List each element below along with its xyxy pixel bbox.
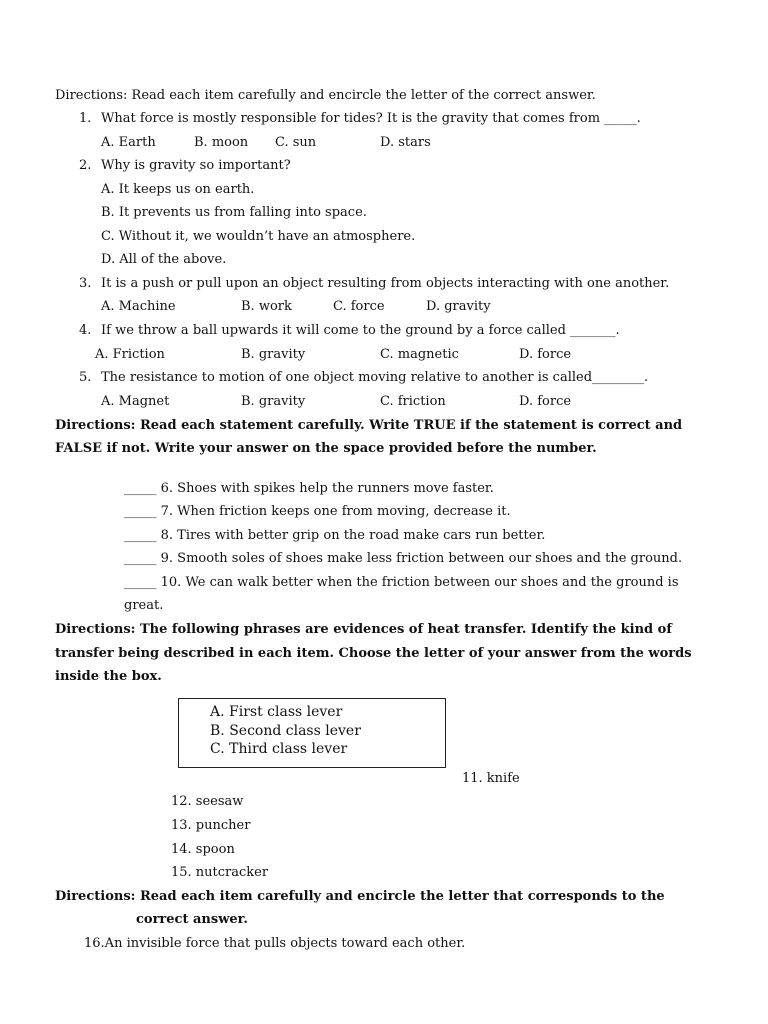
lever-item-12: 12. seesaw bbox=[171, 794, 244, 809]
question-5 bbox=[79, 370, 648, 386]
lever-item-15: 15. nutcracker bbox=[171, 865, 269, 880]
q4-option-d: D. force bbox=[519, 347, 572, 362]
q3-option-c: C. force bbox=[333, 299, 385, 314]
question-number: 3. bbox=[79, 276, 92, 291]
lever-item-13: 13. puncher bbox=[171, 818, 251, 833]
section3-directions-line3: inside the box. bbox=[55, 669, 162, 684]
q1-option-b: B. moon bbox=[194, 135, 249, 150]
section3-directions-line1: Directions: The following phrases are evidences of heat transfer. Identify the kind of bbox=[55, 622, 672, 637]
q5-option-b: B. gravity bbox=[241, 394, 306, 409]
tf-item-8: _____ 8. Tires with better grip on the road make cars run better. bbox=[124, 528, 546, 543]
q2-option-a: A. It keeps us on earth. bbox=[101, 182, 255, 197]
q1-option-a: A. Earth bbox=[101, 135, 156, 150]
q3-option-a: A. Machine bbox=[101, 299, 176, 314]
question-number: 5. bbox=[79, 370, 92, 385]
tf-item-9: _____ 9. Smooth soles of shoes make less friction between our shoes and the ground. bbox=[124, 551, 683, 566]
question-text: Why is gravity so important? bbox=[101, 158, 291, 173]
question-1 bbox=[79, 111, 641, 127]
q1-option-d: D. stars bbox=[380, 135, 431, 150]
question-text: It is a push or pull upon an object resulting from objects interacting with one another. bbox=[101, 276, 670, 291]
lever-item-14: 14. spoon bbox=[171, 842, 235, 857]
choices-box bbox=[178, 698, 446, 768]
q1-option-c: C. sun bbox=[275, 135, 317, 150]
question-number: 4. bbox=[79, 323, 92, 338]
section2-directions-line1: Directions: Read each statement carefully. Write TRUE if the statement is correct and bbox=[55, 418, 683, 433]
q5-option-d: D. force bbox=[519, 394, 572, 409]
section2-directions-line2: FALSE if not. Write your answer on the space provided before the number. bbox=[55, 441, 597, 456]
question-text: The resistance to motion of one object moving relative to another is called________. bbox=[101, 370, 649, 385]
question-16: 16.An invisible force that pulls objects toward each other. bbox=[84, 936, 466, 951]
question-number: 2. bbox=[79, 158, 92, 173]
q3-option-b: B. work bbox=[241, 299, 292, 314]
choice-a: A. First class lever bbox=[210, 704, 343, 720]
q2-option-d: D. All of the above. bbox=[101, 252, 227, 267]
lever-item-11: 11. knife bbox=[462, 771, 520, 786]
q2-option-c: C. Without it, we wouldn’t have an atmosphere. bbox=[101, 229, 416, 244]
tf-item-10-continuation: great. bbox=[124, 598, 164, 613]
section1-directions: Directions: Read each item carefully and encircle the letter of the correct answer. bbox=[55, 88, 596, 103]
q4-option-c: C. magnetic bbox=[380, 347, 459, 362]
q5-option-c: C. friction bbox=[380, 394, 446, 409]
tf-item-10: _____ 10. We can walk better when the friction between our shoes and the ground is bbox=[124, 575, 679, 590]
q5-option-a: A. Magnet bbox=[101, 394, 170, 409]
q4-option-a: A. Friction bbox=[95, 347, 165, 362]
choice-b: B. Second class lever bbox=[210, 723, 361, 739]
question-text: What force is mostly responsible for tides? It is the gravity that comes from _____. bbox=[101, 111, 641, 126]
section4-directions-line1: Directions: Read each item carefully and encircle the letter that corresponds to the bbox=[55, 889, 665, 904]
question-2 bbox=[79, 158, 291, 174]
tf-item-6: _____ 6. Shoes with spikes help the runners move faster. bbox=[124, 481, 494, 496]
question-text: If we throw a ball upwards it will come to the ground by a force called _______. bbox=[101, 323, 620, 338]
question-number: 1. bbox=[79, 111, 92, 126]
tf-item-7: _____ 7. When friction keeps one from moving, decrease it. bbox=[124, 504, 511, 519]
q3-option-d: D. gravity bbox=[426, 299, 491, 314]
question-4 bbox=[79, 323, 620, 339]
section4-directions-line2: correct answer. bbox=[136, 912, 248, 927]
section3-directions-line2: transfer being described in each item. Choose the letter of your answer from the words bbox=[55, 646, 692, 661]
choice-c: C. Third class lever bbox=[210, 741, 348, 757]
q4-option-b: B. gravity bbox=[241, 347, 306, 362]
q2-option-b: B. It prevents us from falling into space. bbox=[101, 205, 367, 220]
question-3 bbox=[79, 276, 669, 292]
